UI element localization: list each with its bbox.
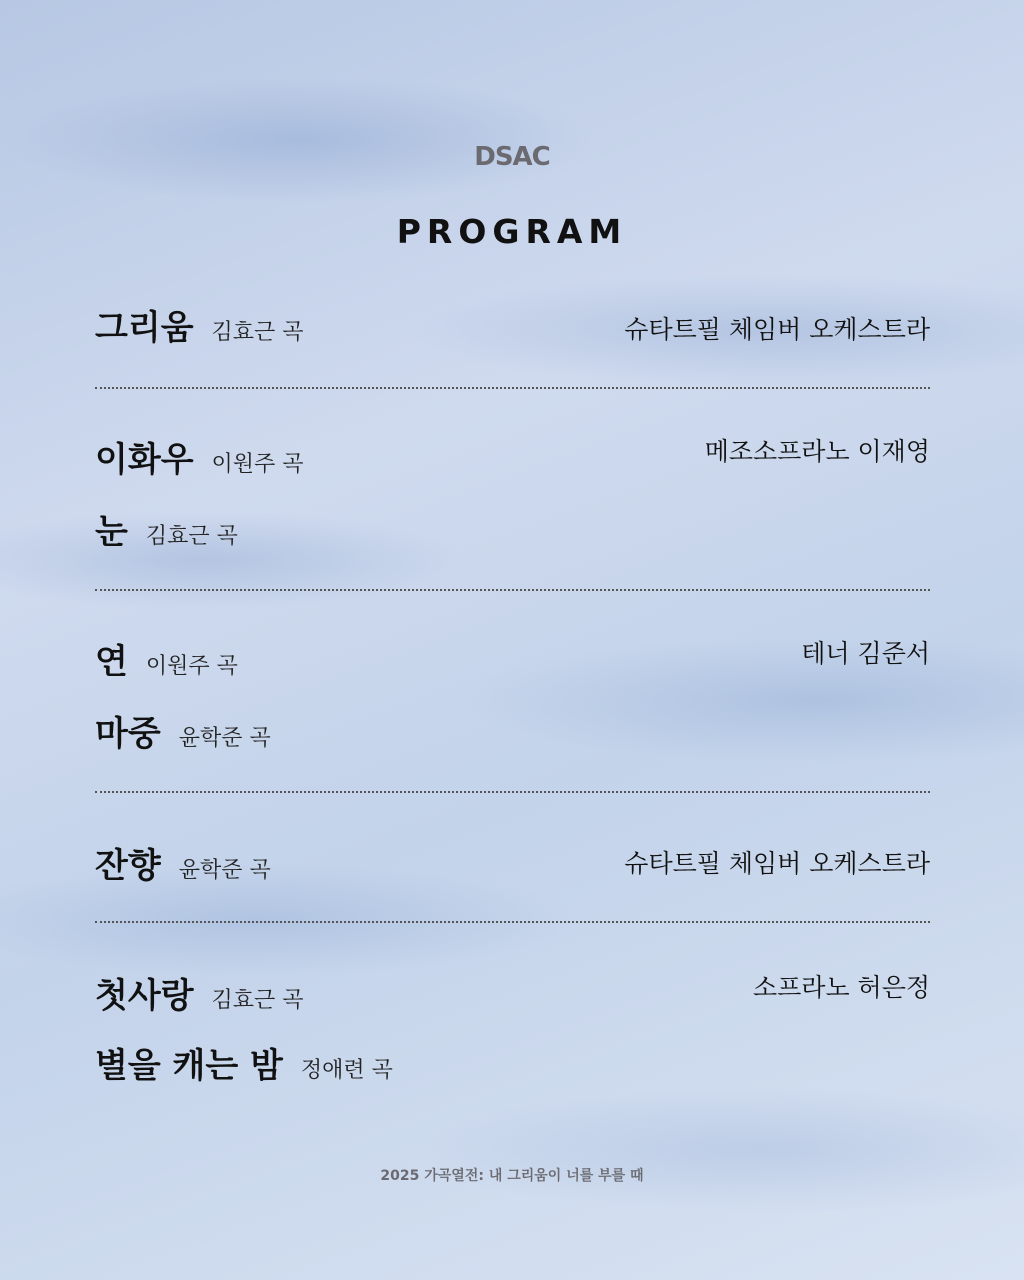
program-section-1 bbox=[95, 300, 930, 360]
song-title: 첫사랑 bbox=[95, 976, 194, 1016]
performer-name: 슈타트필 체임버 오케스트라 bbox=[624, 315, 930, 344]
section-divider bbox=[95, 387, 930, 389]
section-divider bbox=[95, 921, 930, 923]
performer-name: 테너 김준서 bbox=[801, 639, 930, 668]
song-title: 마중 bbox=[95, 714, 161, 754]
performer-name: 소프라노 허은정 bbox=[753, 973, 930, 1002]
song-composer: 김효근 곡 bbox=[211, 988, 304, 1013]
song-item bbox=[95, 968, 304, 1017]
program-section-3 bbox=[95, 634, 930, 754]
section-divider bbox=[95, 589, 930, 591]
program-section-4 bbox=[95, 838, 930, 898]
song-composer: 윤학준 곡 bbox=[178, 858, 271, 883]
song-title: 눈 bbox=[95, 512, 128, 552]
song-title: 이화우 bbox=[95, 440, 194, 480]
song-item bbox=[95, 300, 304, 349]
song-composer: 이원주 곡 bbox=[145, 654, 238, 679]
performer-name: 슈타트필 체임버 오케스트라 bbox=[624, 849, 930, 878]
song-composer: 이원주 곡 bbox=[211, 452, 304, 477]
program-section-5 bbox=[95, 968, 930, 1088]
song-item bbox=[95, 432, 304, 481]
song-item bbox=[95, 706, 271, 755]
song-composer: 윤학준 곡 bbox=[178, 726, 271, 751]
song-title: 연 bbox=[95, 642, 128, 682]
song-item bbox=[95, 1038, 393, 1087]
section-divider bbox=[95, 791, 930, 793]
song-title: 그리움 bbox=[95, 308, 194, 348]
song-composer: 김효근 곡 bbox=[145, 524, 238, 549]
song-title: 잔향 bbox=[95, 846, 161, 886]
program-section-2 bbox=[95, 432, 930, 552]
song-composer: 정애련 곡 bbox=[300, 1058, 393, 1083]
song-title: 별을 캐는 밤 bbox=[95, 1046, 283, 1086]
performer-name: 메조소프라노 이재영 bbox=[704, 437, 930, 466]
dsac-logo: DSAC bbox=[474, 142, 550, 172]
event-footer: 2025 가곡열전: 내 그리움이 너를 부를 때 bbox=[380, 1168, 644, 1184]
song-item bbox=[95, 838, 271, 887]
song-composer: 김효근 곡 bbox=[211, 320, 304, 345]
song-item bbox=[95, 504, 238, 553]
song-item bbox=[95, 634, 238, 683]
program-heading: PROGRAM bbox=[396, 212, 628, 251]
